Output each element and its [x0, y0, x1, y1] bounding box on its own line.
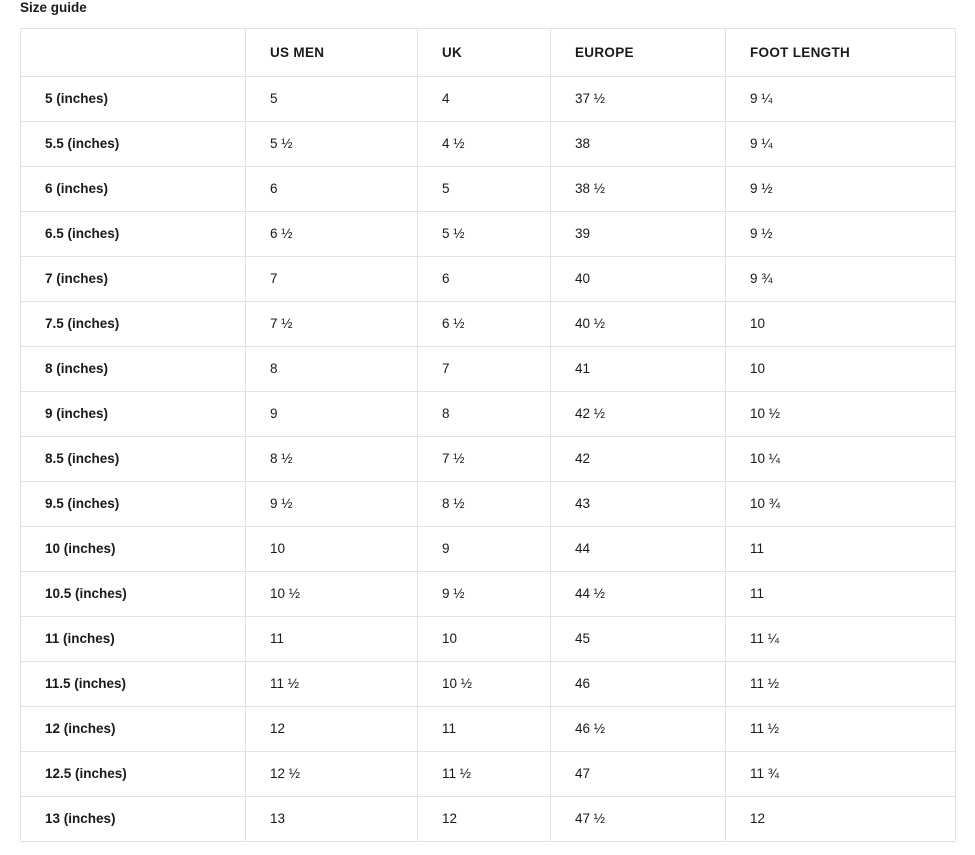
- cell-uk: 4 ½: [418, 122, 551, 167]
- cell-us-men: 13: [246, 797, 418, 842]
- cell-europe: 42 ½: [551, 392, 726, 437]
- cell-foot-length: 10: [726, 347, 956, 392]
- row-label: 8.5 (inches): [21, 437, 246, 482]
- cell-foot-length: 11 ½: [726, 707, 956, 752]
- cell-uk: 9: [418, 527, 551, 572]
- page-title: Size guide: [20, 0, 87, 15]
- cell-us-men: 12: [246, 707, 418, 752]
- cell-europe: 37 ½: [551, 77, 726, 122]
- cell-foot-length: 9 ¾: [726, 257, 956, 302]
- cell-us-men: 5 ½: [246, 122, 418, 167]
- table-row: [21, 437, 956, 482]
- table-row: [21, 752, 956, 797]
- cell-uk: 12: [418, 797, 551, 842]
- cell-foot-length: 9 ½: [726, 167, 956, 212]
- cell-us-men: 10: [246, 527, 418, 572]
- cell-us-men: 5: [246, 77, 418, 122]
- cell-europe: 46 ½: [551, 707, 726, 752]
- cell-europe: 47 ½: [551, 797, 726, 842]
- cell-uk: 10: [418, 617, 551, 662]
- row-label: 7.5 (inches): [21, 302, 246, 347]
- size-guide-table: [20, 28, 956, 842]
- cell-europe: 44: [551, 527, 726, 572]
- cell-us-men: 11 ½: [246, 662, 418, 707]
- cell-foot-length: 10 ¼: [726, 437, 956, 482]
- cell-europe: 45: [551, 617, 726, 662]
- row-label: 9 (inches): [21, 392, 246, 437]
- cell-europe: 39: [551, 212, 726, 257]
- table-row: [21, 482, 956, 527]
- table-row: [21, 572, 956, 617]
- cell-us-men: 6: [246, 167, 418, 212]
- cell-europe: 40 ½: [551, 302, 726, 347]
- row-label: 10 (inches): [21, 527, 246, 572]
- column-header-uk: UK: [418, 29, 551, 77]
- cell-foot-length: 10: [726, 302, 956, 347]
- column-header-foot-length: FOOT LENGTH: [726, 29, 956, 77]
- cell-uk: 4: [418, 77, 551, 122]
- row-label: 9.5 (inches): [21, 482, 246, 527]
- table-row: [21, 707, 956, 752]
- table-row: [21, 797, 956, 842]
- cell-uk: 10 ½: [418, 662, 551, 707]
- cell-foot-length: 11: [726, 572, 956, 617]
- cell-us-men: 8 ½: [246, 437, 418, 482]
- row-label: 6.5 (inches): [21, 212, 246, 257]
- cell-europe: 44 ½: [551, 572, 726, 617]
- row-label: 13 (inches): [21, 797, 246, 842]
- row-label: 12.5 (inches): [21, 752, 246, 797]
- table-row: [21, 662, 956, 707]
- row-label: 7 (inches): [21, 257, 246, 302]
- cell-foot-length: 11: [726, 527, 956, 572]
- cell-us-men: 12 ½: [246, 752, 418, 797]
- cell-europe: 38 ½: [551, 167, 726, 212]
- cell-europe: 38: [551, 122, 726, 167]
- cell-us-men: 10 ½: [246, 572, 418, 617]
- row-label: 8 (inches): [21, 347, 246, 392]
- cell-us-men: 9 ½: [246, 482, 418, 527]
- cell-us-men: 6 ½: [246, 212, 418, 257]
- cell-europe: 40: [551, 257, 726, 302]
- table-row: [21, 392, 956, 437]
- cell-foot-length: 9 ¼: [726, 122, 956, 167]
- row-label: 11 (inches): [21, 617, 246, 662]
- table-header-row: [21, 29, 956, 77]
- column-header-us-men: US MEN: [246, 29, 418, 77]
- cell-uk: 6: [418, 257, 551, 302]
- cell-europe: 41: [551, 347, 726, 392]
- cell-uk: 11: [418, 707, 551, 752]
- row-label: 6 (inches): [21, 167, 246, 212]
- cell-europe: 43: [551, 482, 726, 527]
- cell-uk: 11 ½: [418, 752, 551, 797]
- cell-europe: 42: [551, 437, 726, 482]
- row-label: 5 (inches): [21, 77, 246, 122]
- table-row: [21, 302, 956, 347]
- cell-us-men: 11: [246, 617, 418, 662]
- row-label: 5.5 (inches): [21, 122, 246, 167]
- row-label: 10.5 (inches): [21, 572, 246, 617]
- cell-uk: 8 ½: [418, 482, 551, 527]
- cell-uk: 7: [418, 347, 551, 392]
- table-row: [21, 167, 956, 212]
- table-row: [21, 77, 956, 122]
- cell-uk: 8: [418, 392, 551, 437]
- cell-foot-length: 11 ¾: [726, 752, 956, 797]
- cell-us-men: 7 ½: [246, 302, 418, 347]
- cell-us-men: 8: [246, 347, 418, 392]
- table-row: [21, 347, 956, 392]
- cell-uk: 5 ½: [418, 212, 551, 257]
- cell-foot-length: 11 ½: [726, 662, 956, 707]
- cell-uk: 9 ½: [418, 572, 551, 617]
- table-row: [21, 617, 956, 662]
- cell-foot-length: 9 ¼: [726, 77, 956, 122]
- row-label: 12 (inches): [21, 707, 246, 752]
- cell-europe: 46: [551, 662, 726, 707]
- table-row: [21, 122, 956, 167]
- table-header: [21, 29, 956, 77]
- cell-uk: 5: [418, 167, 551, 212]
- cell-europe: 47: [551, 752, 726, 797]
- cell-us-men: 7: [246, 257, 418, 302]
- column-header-europe: EUROPE: [551, 29, 726, 77]
- column-header-size: [21, 29, 246, 77]
- cell-uk: 6 ½: [418, 302, 551, 347]
- cell-foot-length: 10 ¾: [726, 482, 956, 527]
- cell-us-men: 9: [246, 392, 418, 437]
- cell-uk: 7 ½: [418, 437, 551, 482]
- cell-foot-length: 12: [726, 797, 956, 842]
- cell-foot-length: 10 ½: [726, 392, 956, 437]
- table-row: [21, 212, 956, 257]
- row-label: 11.5 (inches): [21, 662, 246, 707]
- cell-foot-length: 11 ¼: [726, 617, 956, 662]
- cell-foot-length: 9 ½: [726, 212, 956, 257]
- table-row: [21, 527, 956, 572]
- table-row: [21, 257, 956, 302]
- table-body: [21, 77, 956, 842]
